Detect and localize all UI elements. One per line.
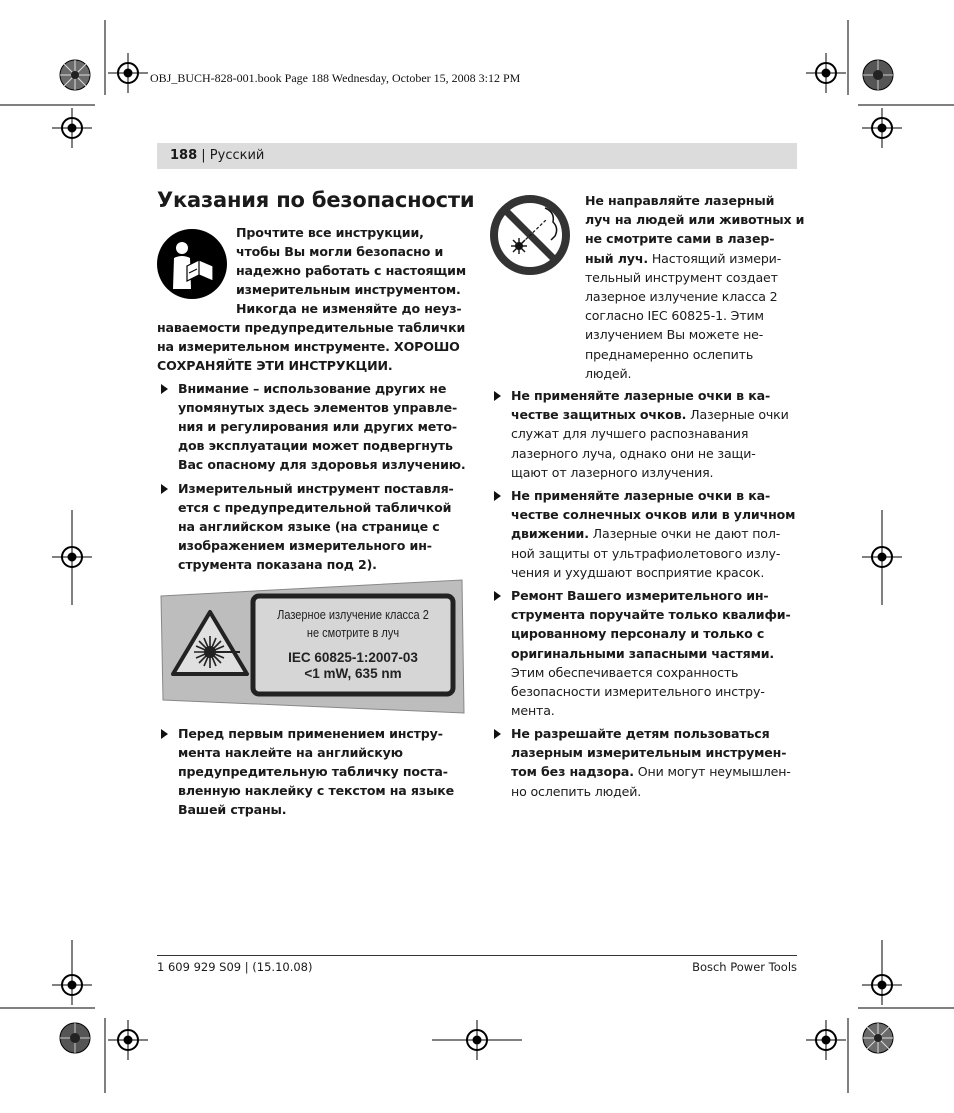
bold-text: честве защитных очков. [511,407,687,423]
right-bullet3-line [511,682,765,702]
bullet-line: струмента показана под 2). [178,557,377,572]
intro-line: Прочтите все инструкции, [236,225,424,240]
regular-text: чения и ухудшают восприятие красок. [511,564,765,580]
bullet-marker [161,384,168,394]
intro-line: Никогда не изменяйте до неуз- [236,301,462,316]
intro-line: чтобы Вы могли безопасно и [236,244,444,259]
right-bullet1-line [511,405,789,425]
bullet-line: Вашей страны. [178,802,287,817]
label-text-line: Лазерное излучение класса 2 [277,608,429,622]
bold-text: ный луч. [585,250,648,266]
bold-text: оригинальными запасными частями. [511,645,775,661]
regular-text: лазерного луча, однако они не защи- [511,445,756,461]
right-bullet1-line [511,444,756,464]
regular-text: мента. [511,703,555,719]
bold-text: лазерным измерительным инструмен- [511,745,787,761]
bullet-line: Вас опасному для здоровья излучению. [178,457,466,472]
right-bullet2-line [511,524,780,544]
intro-line: надежно работать с настоящим [236,263,466,278]
regular-text: согласно IEC 60825-1. Этим [585,308,764,324]
bold-text: Не применяйте лазерные очки в ка- [511,388,771,403]
bullet-marker [494,391,501,401]
regular-text: тельный инструмент создает [585,269,778,285]
regular-text: служат для лучшего распознавания [511,426,749,442]
color-target-icon [862,59,894,91]
right-bullet2-line [511,505,795,525]
registration-mark-icon [432,1020,522,1060]
bullet-line: вленную наклейку с текстом на языке [178,783,455,798]
right-bullet3-line [511,586,769,606]
label-text-line: не смотрите в луч [306,626,400,640]
right-warn-line [585,210,804,230]
right-warn-line [585,249,781,269]
regular-text: ной защиты от ультрафиолетового излу- [511,545,781,561]
bullet-line: ния и регулирования или других мето- [178,419,457,434]
registration-mark-icon [52,537,92,577]
regular-text: лазерное излучение класса 2 [585,289,778,304]
right-bullet4-line [511,782,641,802]
bullet-line: ется с предупредительной табличкой [178,500,452,515]
right-bullet1-line [511,424,748,444]
bullet-marker [161,484,168,494]
no-laser-eye-icon [489,194,571,276]
right-warn-line [585,191,774,211]
right-bullet4-line [511,762,791,782]
registration-mark-icon [806,1020,846,1060]
bullet-line: Измерительный инструмент поставля- [178,481,454,496]
right-bullet1-line [511,386,770,406]
right-bullet3-line [511,701,555,721]
bold-text: не смотрите сами в лазер- [585,231,775,247]
regular-text: безопасности измерительного инстру- [511,684,765,699]
regular-text: Лазерные очки [686,407,789,423]
right-bullet2-line [511,544,780,564]
bullet-marker [161,729,168,739]
intro-line: СОХРАНЯЙТЕ ЭТИ ИНСТРУКЦИИ. [157,358,393,373]
bold-text: струмента поручайте только квалифи- [511,607,791,623]
registration-mark-icon [108,1020,148,1060]
page-number: 188 [170,148,198,163]
regular-text: излучением Вы можете не- [585,327,764,343]
page-header [170,148,264,163]
right-bullet4-line [511,743,786,763]
laser-warning-icon [170,608,250,678]
label-power: <1 mW, 635 nm [304,666,402,681]
regular-text: Настоящий измери- [647,250,782,266]
registration-mark-icon [862,537,902,577]
section-title: Указания по безопасности [157,188,475,212]
registration-mark-icon [52,108,92,148]
intro-line: наваемости предупредительные таблички [157,320,466,335]
bullet-line: изображением измерительного ин- [178,538,432,553]
registration-mark-icon [108,53,148,93]
regular-text: щают от лазерного излучения. [511,464,714,480]
bullet-line: предупредительную табличку поста- [178,764,448,779]
bullet-marker [494,491,501,501]
printer-slug: OBJ_BUCH-828-001.book Page 188 Wednesday, October 15, 2008 3:12 PM [150,71,521,85]
right-bullet2-line [511,563,764,583]
bullet-marker [494,729,501,739]
label-standard: IEC 60825-1:2007-03 [288,650,418,665]
registration-mark-icon [52,965,92,1005]
right-warn-line [585,287,778,307]
bullet-line: мента наклейте на английскую [178,745,403,760]
bullet-marker [494,591,501,601]
right-bullet3-line [511,644,774,664]
bold-text: Не применяйте лазерные очки в ка- [511,488,771,503]
header-language: Русский [209,148,265,163]
right-bullet2-line [511,486,770,506]
right-warn-line [585,268,778,288]
regular-text: преднамеренно ослепить [585,346,754,362]
registration-mark-icon [806,53,846,93]
right-warn-line [585,306,764,326]
right-warn-line [585,345,753,365]
regular-text: Лазерные очки не дают пол- [588,526,781,542]
regular-text: но ослепить людей. [511,783,642,799]
bullet-line: дов эксплуатации может подвергнуть [178,438,453,453]
bold-text: том без надзора. [511,764,634,780]
bullet-line: Внимание – использование других не [178,381,447,396]
color-target-icon [862,1022,894,1054]
read-manual-icon [157,229,227,299]
right-bullet3-line [511,663,738,683]
regular-text: Этим обеспечивается сохранность [511,664,739,680]
right-bullet4-line [511,724,770,744]
bold-text: Не направляйте лазерный [585,193,775,208]
bold-text: цированному персоналу и только с [511,626,765,642]
bold-text: Не разрешайте детям пользоваться [511,726,770,741]
bold-text: луч на людей или животных и [585,212,805,228]
bullet-line: Перед первым применением инстру- [178,726,443,741]
color-target-icon [59,1022,91,1054]
right-bullet3-line [511,605,791,625]
bold-text: Ремонт Вашего измерительного ин- [511,588,769,603]
right-warn-line [585,364,631,384]
intro-line: измерительным инструментом. [236,282,461,297]
registration-mark-icon [862,965,902,1005]
bullet-line: на английском языке (на странице с [178,519,440,534]
right-warn-line [585,229,774,249]
right-bullet3-line [511,624,764,644]
registration-mark-icon [862,108,902,148]
bold-text: движении. [511,526,589,542]
footer-brand: Bosch Power Tools [692,960,797,974]
right-bullet1-line [511,463,713,483]
bold-text: честве солнечных очков или в уличном [511,507,796,523]
regular-text: людей. [585,365,632,381]
intro-line: на измерительном инструменте. ХОРОШО [157,339,460,354]
color-target-icon [59,59,91,91]
footer-rule [157,955,797,956]
right-warn-line [585,325,763,345]
header-separator: | [197,148,210,163]
bullet-line: упомянутых здесь элементов управле- [178,400,458,415]
footer-part-number: 1 609 929 S09 | (15.10.08) [157,960,313,974]
regular-text: Они могут неумышлен- [633,764,791,780]
